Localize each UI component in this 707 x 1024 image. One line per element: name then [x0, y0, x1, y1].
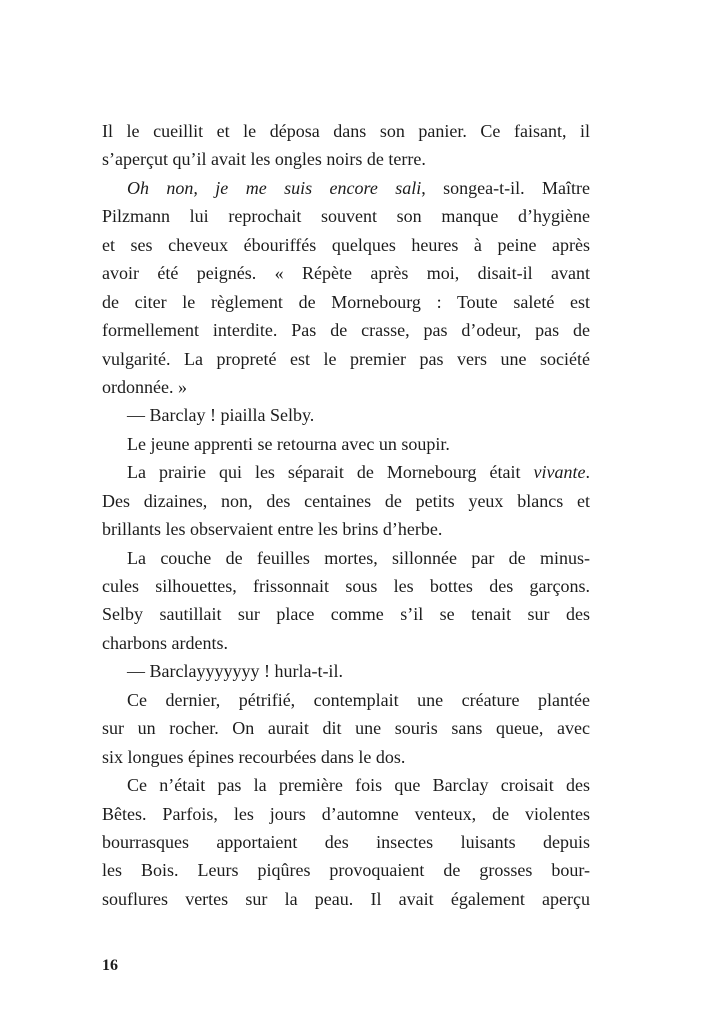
text-line: s’aperçut qu’il avait les ongles noirs de terre. — [102, 149, 426, 170]
text-line: les Bois. Leurs piqûres provoquaient de grosses bour- — [102, 860, 590, 881]
text-fragment: . — [585, 462, 590, 483]
body-text — [102, 117, 590, 913]
text-line: Selby sautillait sur place comme s’il se tenait sur des — [102, 604, 590, 625]
text-line: de citer le règlement de Mornebourg : Toute saleté est — [102, 291, 590, 312]
text-line — [102, 174, 590, 202]
text-line: Ce dernier, pétrifié, contemplait une créature plantée — [127, 689, 590, 710]
text-line: bourrasques apportaient des insectes luisants depuis — [102, 831, 590, 852]
page-number: 16 — [102, 957, 118, 974]
text-line: ordonnée. » — [102, 376, 187, 397]
text-line: brillants les observaient entre les brins d’herbe. — [102, 519, 443, 540]
text-line: six longues épines recourbées dans le dos. — [102, 746, 406, 767]
text-line: cules silhouettes, frissonnait sous les bottes des garçons. — [102, 576, 590, 596]
dialogue-line: — Barclayyyyyyy ! hurla-t-il. — [127, 661, 343, 682]
text-line: formellement interdite. Pas de crasse, pas d’odeur, pas de — [102, 320, 590, 341]
text-line: avoir été peignés. « Répète après moi, disait-il avant — [102, 263, 590, 284]
text-line: Ce n’était pas la première fois que Barclay croisait des — [127, 775, 590, 796]
text-line: sur un rocher. On aurait dit une souris sans queue, avec — [102, 718, 590, 739]
text-line: Le jeune apprenti se retourna avec un soupir. — [127, 433, 450, 454]
text-fragment: La prairie qui les séparait de Mornebourg était — [127, 462, 534, 483]
text-line: et ses cheveux ébouriffés quelques heures à peine après — [102, 234, 590, 255]
text-line: La couche de feuilles mortes, sillonnée par de minus- — [127, 547, 590, 568]
text-fragment: , songea-t-il. Maître — [421, 177, 590, 198]
text-line: Bêtes. Parfois, les jours d’automne venteux, de violentes — [102, 803, 590, 824]
dialogue-line: — Barclay ! piailla Selby. — [127, 405, 315, 426]
text-line — [102, 458, 590, 486]
italic-thought: Oh non, je me suis encore sali — [127, 177, 422, 198]
text-line: Il le cueillit et le déposa dans son panier. Ce faisant, il — [102, 121, 590, 141]
text-line: charbons ardents. — [102, 632, 228, 653]
text-line: souflures vertes sur la peau. Il avait également aperçu — [102, 888, 590, 909]
italic-word: vivante — [533, 462, 586, 483]
text-line: vulgarité. La propreté est le premier pas vers une société — [102, 348, 590, 369]
text-line: Pilzmann lui reprochait souvent son manque d’hygiène — [102, 206, 590, 227]
text-line: Des dizaines, non, des centaines de petits yeux blancs et — [102, 490, 590, 511]
